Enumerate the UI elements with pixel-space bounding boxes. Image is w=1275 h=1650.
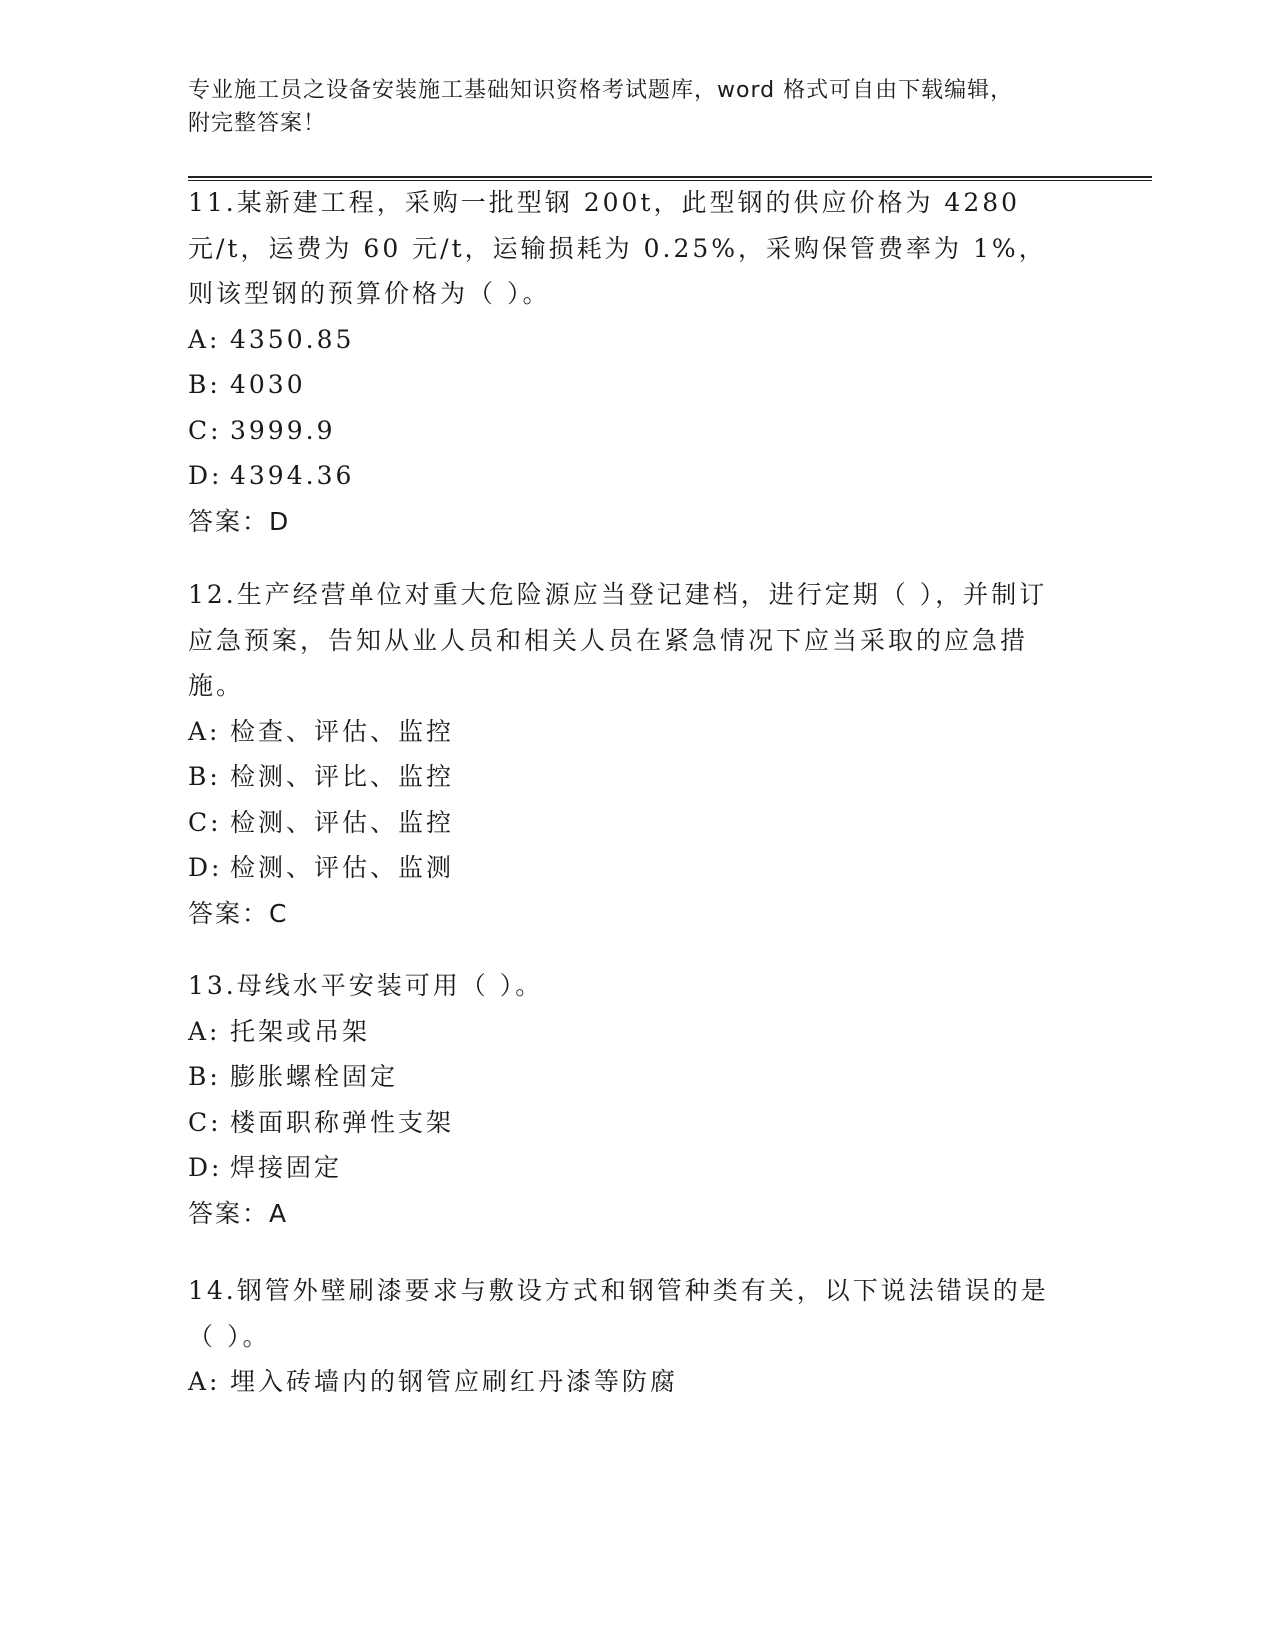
option-text: 楼面职称弹性支架 [230, 1107, 455, 1137]
question-stem: 11.某新建工程，采购一批型钢 200t，此型钢的供应价格为 4280 元/t，运费为 60 元/t，运输损耗为 0.25%，采购保管费率为 1%，则该型钢的预算价格为（ ）。 [188, 188, 1047, 308]
question-12 [188, 572, 1068, 936]
option-text: 膨胀螺栓固定 [230, 1062, 399, 1091]
option-text: 托架或吊架 [230, 1016, 371, 1046]
question-11 [188, 180, 1068, 544]
option-b [188, 754, 1068, 800]
option-letter: C: [188, 807, 222, 837]
option-text: 检测、评估、监测 [230, 853, 455, 882]
option-text: 焊接固定 [230, 1153, 343, 1182]
option-c [188, 800, 1068, 846]
option-d [188, 453, 1068, 499]
option-letter: A: [188, 1367, 221, 1396]
option-letter: D: [188, 461, 223, 490]
option-b [188, 1054, 1068, 1100]
option-a [188, 709, 1068, 755]
option-text: 埋入砖墙内的钢管应刷红丹漆等防腐 [230, 1367, 679, 1396]
option-text: 检测、评比、监控 [230, 762, 455, 791]
option-text: 4394.36 [230, 461, 355, 490]
option-a [188, 317, 1068, 363]
option-text: 4350.85 [230, 324, 355, 354]
option-b [188, 362, 1068, 408]
option-c [188, 408, 1068, 454]
option-letter: D: [188, 1153, 223, 1182]
question-stem: 12.生产经营单位对重大危险源应当登记建档，进行定期（ ），并制订应急预案，告知从业人员和相关人员在紧急情况下应当采取的应急措施。 [188, 580, 1048, 700]
question-stem: 13.母线水平安装可用（ ）。 [188, 971, 544, 1000]
option-text: 检测、评估、监控 [230, 807, 455, 837]
header-line-2: 附完整答案！ [188, 111, 327, 136]
option-letter: B: [188, 1062, 221, 1091]
option-d [188, 845, 1068, 891]
option-letter: A: [188, 716, 221, 746]
option-a [188, 1009, 1068, 1055]
option-letter: B: [188, 370, 221, 399]
answer: 答案：D [188, 506, 291, 536]
option-d [188, 1145, 1068, 1191]
option-c [188, 1100, 1068, 1146]
document-header [188, 74, 1068, 140]
option-text: 3999.9 [230, 415, 336, 445]
question-13 [188, 963, 1068, 1236]
option-text: 检查、评估、监控 [230, 716, 455, 746]
question-14 [188, 1268, 1068, 1405]
question-stem: 14.钢管外壁刷漆要求与敷设方式和钢管种类有关，以下说法错误的是（ ）。 [188, 1276, 1049, 1351]
answer: 答案：A [188, 1198, 289, 1228]
option-a [188, 1359, 1068, 1405]
header-line-1: 专业施工员之设备安装施工基础知识资格考试题库，word 格式可自由下载编辑， [188, 78, 1014, 103]
option-letter: C: [188, 415, 222, 445]
option-letter: B: [188, 762, 221, 791]
answer: 答案：C [188, 898, 289, 928]
option-letter: A: [188, 1016, 221, 1046]
option-text: 4030 [230, 370, 306, 399]
option-letter: C: [188, 1107, 222, 1137]
option-letter: A: [188, 324, 221, 354]
option-letter: D: [188, 853, 223, 882]
